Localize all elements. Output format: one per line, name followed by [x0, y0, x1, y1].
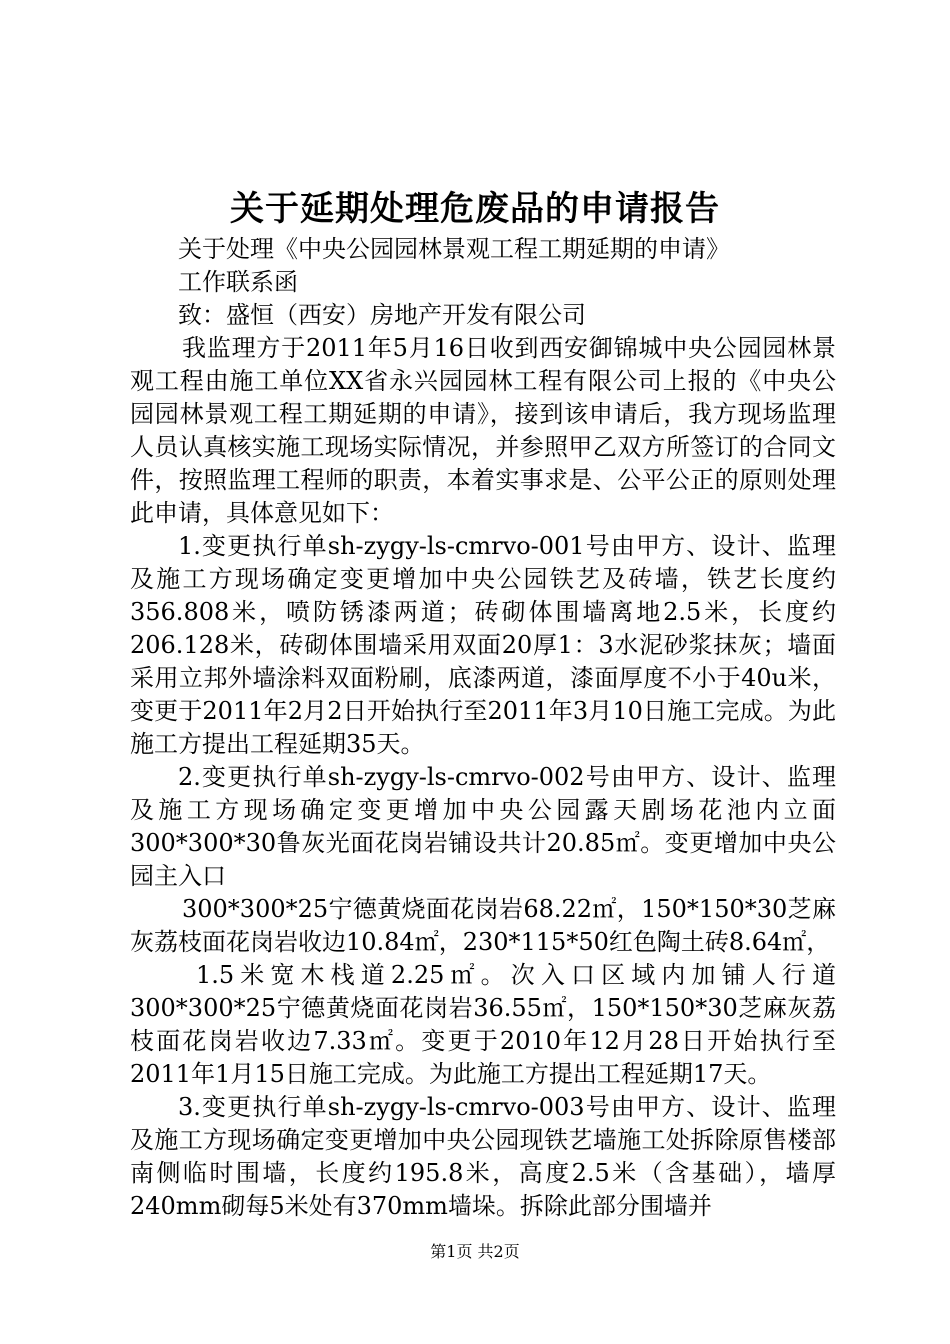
item-2-materials-paragraph: 300*300*25宁德黄烧面花岗岩68.22㎡，150*150*30芝麻灰荔枝面花岗岩收边10.84㎡，230*115*50红色陶土砖8.64㎡， — [130, 895, 836, 956]
item-2-paragraph: 2.变更执行单sh-zygy-ls-cmrvo-002号由甲方、设计、监理及施工方现场确定变更增加中央公园露天剧场花池内立面300*300*30鲁灰光面花岗岩铺设共计20.85㎡。变更增加中央公园主入口 — [130, 763, 836, 890]
item-1-paragraph: 1.变更执行单sh-zygy-ls-cmrvo-001号由甲方、设计、监理及施工方现场确定变更增加中央公园铁艺及砖墙，铁艺长度约356.808米，喷防锈漆两道；砖砌体围墙离地2.5米，长度约206.128米，砖砌体围墙采用双面20厚1：3水泥砂浆抹灰；墙面采用立邦外墙涂料双面粉刷，底漆两道，漆面厚度不小于40u米，变更于2011年2月2日开始执行至2011年3月10日施工完成。为此施工方提出工程延期35天。 — [130, 532, 836, 758]
document-body — [130, 233, 836, 1223]
item-2-continued-paragraph: 1.5米宽木栈道2.25㎡。次入口区域内加铺人行道300*300*25宁德黄烧面花岗岩36.55㎡，150*150*30芝麻灰荔枝面花岗岩收边7.33㎡。变更于2010年12月28日开始执行至2011年1月15日施工完成。为此施工方提出工程延期17天。 — [130, 961, 836, 1088]
document-title: 关于延期处理危废品的申请报告 — [230, 189, 720, 229]
item-3-paragraph: 3.变更执行单sh-zygy-ls-cmrvo-003号由甲方、设计、监理及施工方现场确定变更增加中央公园现铁艺墙施工处拆除原售楼部南侧临时围墙，长度约195.8米，高度2.5米（含基础），墙厚240mm砌每5米处有370mm墙垛。拆除此部分围墙并 — [130, 1093, 836, 1220]
recipient-line: 致：盛恒（西安）房地产开发有限公司 — [178, 301, 586, 329]
subject-line: 关于处理《中央公园园林景观工程工期延期的申请》 — [178, 235, 730, 263]
intro-paragraph: 我监理方于2011年5月16日收到西安御锦城中央公园园林景观工程由施工单位XX省永兴园园林工程有限公司上报的《中央公园园林景观工程工期延期的申请》，接到该申请后，我方现场监理人员认真核实施工现场实际情况，并参照甲乙双方所签订的合同文件，按照监理工程师的职责，本着实事求是、公平公正的原则处理此申请，具体意见如下： — [130, 334, 836, 527]
subject-line-cont: 工作联系函 — [178, 268, 298, 296]
page-number-footer: 第1页 共2页 — [430, 1242, 520, 1261]
